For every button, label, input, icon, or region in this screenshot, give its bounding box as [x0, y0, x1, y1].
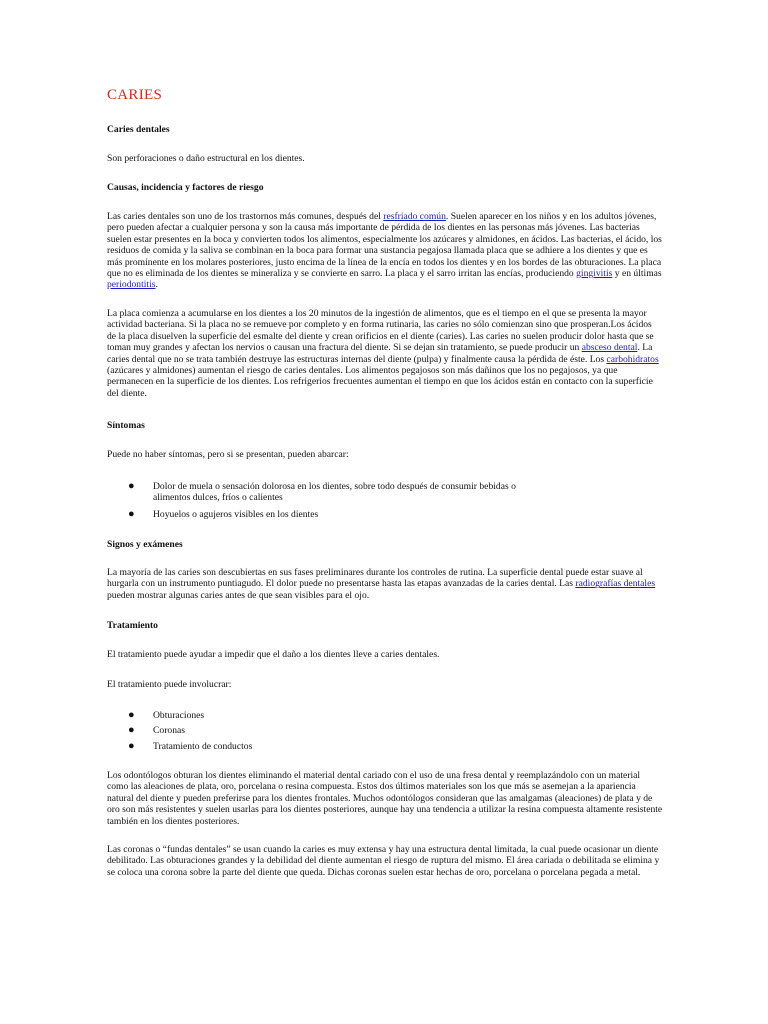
text-run: Las caries dentales son uno de los trastornos más comunes, después del [107, 211, 384, 222]
symptom-list [107, 481, 663, 520]
heading-sintomas: Síntomas [107, 420, 145, 431]
text-run: . La caries dental que no se trata también destruye las estructuras internas del diente (pulpa) y finalmente causa la pérdida de éste. Los [107, 342, 653, 365]
list-item [107, 741, 663, 752]
list-item-text: Coronas [153, 725, 185, 737]
list-item-text: Dolor de muela o sensación dolorosa en los dientes, sobre todo después de consumir bebidas o alimentos dulces, fríos o calientes [153, 481, 516, 504]
page-title: CARIES [107, 87, 163, 103]
paragraph-tratamiento-2: El tratamiento puede involucrar: [107, 679, 232, 690]
list-item [107, 710, 663, 721]
heading-causas: Causas, incidencia y factores de riesgo [107, 182, 264, 193]
list-item-text: Tratamiento de conductos [153, 740, 253, 752]
link-resfriado-comun[interactable]: resfriado común [383, 211, 446, 222]
list-item [107, 725, 663, 736]
paragraph-signos [107, 567, 663, 601]
link-periodontitis[interactable]: periodontitis [107, 279, 156, 291]
text-run: (azúcares y almidones) aumentan el riesgo de caries dentales. Los alimentos pegajosos son más dañinos que los no pegajosos, ya que permanecen en la superficie de los dientes. Los refrigerios frecuentes aumentan el tiempo en que los ácidos están en contacto con la superficie del diente. [107, 365, 653, 399]
paragraph-causas-2 [107, 308, 663, 399]
text-run: pueden mostrar algunas caries antes de que sean visibles para el ojo. [107, 589, 370, 601]
heading-signos: Signos y exámenes [107, 539, 183, 550]
list-item-text: Hoyuelos o agujeros visibles en los dientes [153, 508, 319, 520]
link-radiografias-dentales[interactable]: radiografías dentales [575, 578, 656, 590]
text-run: . Suelen aparecer en los niños y en los adultos jóvenes, pero pueden afectar a cualquier persona y son la causa más importante de pérdida de los dientes en las personas más jóvenes. Las bacterias suelen estar presentes en la boca y convierten todos los alimentos, especialmente los azúcares y almidones, en ácidos. Las bacterias, el ácido, los residuos de comida y la saliva se combinan en la boca para formar una sustancia pegajosa llamada placa que se adhiere a los dientes y que es más prominente en los molares posteriores, justo encima de la línea de la encía en todos los dientes y en los bordes de las obturaciones. La placa que no es eliminada de los dientes se mineraliza y se convierte en sarro. La placa y el sarro irritan las encías, produciendo [107, 211, 662, 280]
paragraph-definition: Son perforaciones o daño estructural en los dientes. [107, 153, 305, 164]
bullet-icon: ● [128, 739, 135, 752]
bullet-icon: ● [128, 709, 135, 721]
paragraph-tratamiento-4: Las coronas o “fundas dentales” se usan cuando la caries es muy extensa y hay una estructura dental limitada, la cual puede ocasionar un diente debilitado. Las obturaciones grandes y la debilidad del diente aumentan el riesgo de ruptura del mismo. El área cariada o debilitada se elimina y se coloca una corona sobre la parte del diente que queda. Dichas coronas suelen estar hechas de oro, porcelana o porcelana pegada a metal. [107, 844, 660, 878]
text-run: . [155, 279, 158, 291]
list-item [107, 509, 663, 520]
bullet-icon: ● [128, 724, 135, 737]
paragraph-sintomas: Puede no haber síntomas, pero si se presentan, pueden abarcar: [107, 449, 349, 460]
paragraph-tratamiento-1: El tratamiento puede ayudar a impedir que el daño a los dientes lleve a caries dentales. [107, 649, 440, 660]
bullet-icon: ● [128, 480, 135, 492]
bullet-icon: ● [128, 507, 135, 520]
link-carbohidratos[interactable]: carbohidratos [606, 353, 659, 365]
link-absceso-dental[interactable]: absceso dental [581, 342, 638, 354]
paragraph-causas-1 [107, 211, 663, 291]
list-item [107, 481, 663, 504]
paragraph-tratamiento-3: Los odontólogos obturan los dientes eliminando el material dental cariado con el uso de una fresa dental y reemplazándolo con un material como las aleaciones de plata, oro, porcelana o resina compuesta. Estos dos últimos materiales son los que más se asemejan a la apariencia natural del diente y pueden preferirse para los dientes frontales. Muchos odontólogos consideran que las amalgamas (aleaciones) de plata y de oro son más resistentes y suelen usarlas para los dientes posteriores, aunque hay una tendencia a utilizar la resina compuesta altamente resistente también en los dientes posteriores. [107, 770, 663, 827]
heading-tratamiento: Tratamiento [107, 620, 158, 631]
heading-caries-dentales: Caries dentales [107, 124, 170, 135]
text-run: La placa comienza a acumularse en los dientes a los 20 minutos de la ingestión de alimentos, que es el tiempo en el que se presenta la mayor actividad bacteriana. Si la placa no se remueve por completo y en forma rutinaria, las caries no sólo comienzan sino que prosperan.Los ácidos de la placa disuelven la superficie del esmalte del diente y crean orificios en el diente (caries). Las caries no suelen producir dolor hasta que se toman muy grandes y afectan los nervios o causan una fractura del diente. Si se dejan sin tratamiento, se puede producir un [107, 308, 654, 354]
list-item-text: Obturaciones [153, 710, 205, 721]
link-gingivitis[interactable]: gingivitis [576, 268, 613, 280]
text-run: La mayoría de las caries son descubiertas en sus fases preliminares durante los controles de rutina. La superficie dental puede estar suave al hurgarla con un instrumento puntiagudo. El dolor puede no presentarse hasta las etapas avanzadas de la caries dental. Las [107, 567, 643, 590]
text-run: y en últimas [612, 268, 662, 280]
treatment-list [107, 710, 663, 752]
